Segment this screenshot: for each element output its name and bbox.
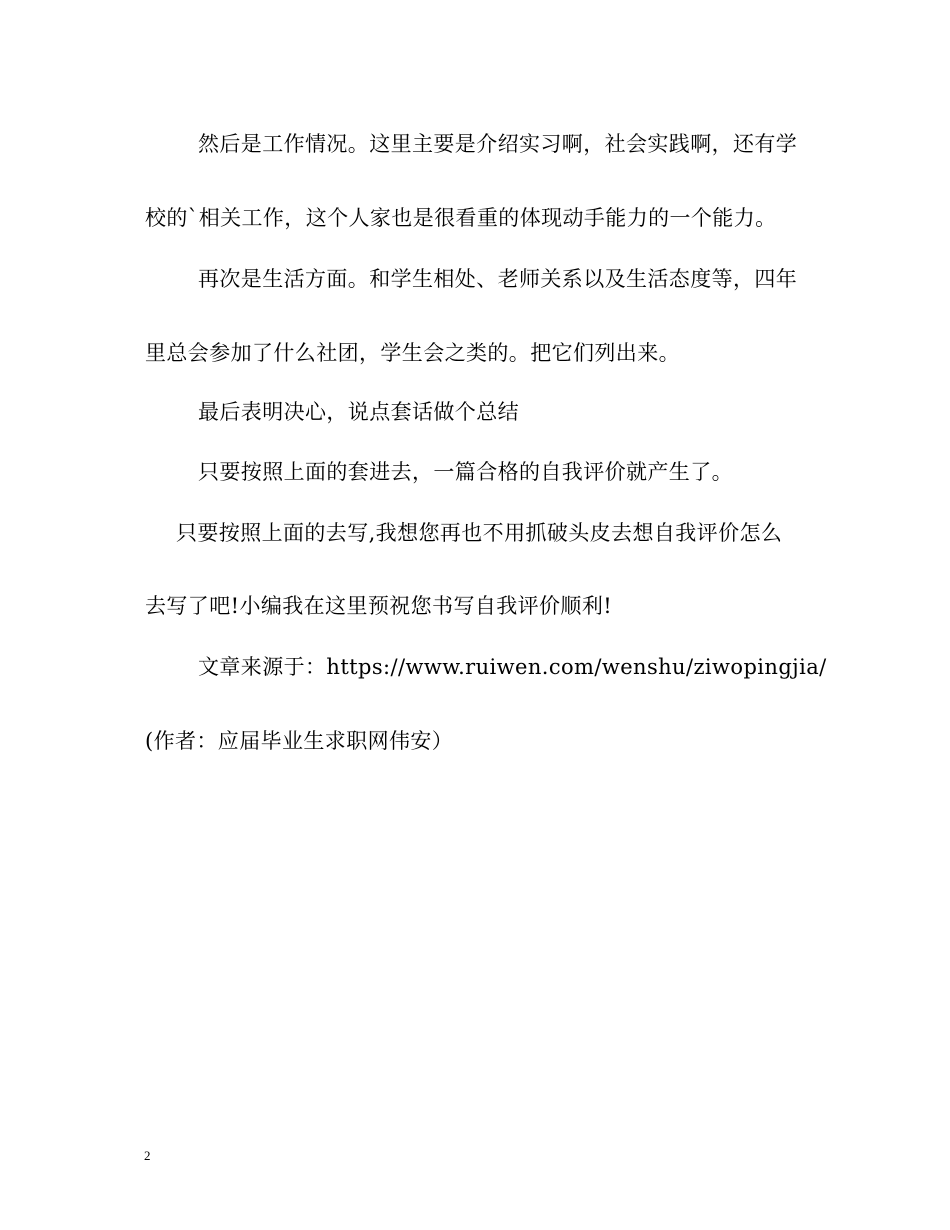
author-line: (作者：应届毕业生求职网伟安） [145,729,454,753]
paragraph-line: 然后是工作情况。这里主要是介绍实习啊，社会实践啊，还有学 [198,132,798,156]
paragraph-line: 里总会参加了什么社团，学生会之类的。把它们列出来。 [145,341,680,365]
paragraph-line: 只要按照上面的去写,我想您再也不用抓破头皮去想自我评价怎么 [176,521,783,545]
paragraph-line: 只要按照上面的套进去，一篇合格的自我评价就产生了。 [198,460,733,484]
paragraph-line: 校的`相关工作，这个人家也是很看重的体现动手能力的一个能力。 [145,206,777,230]
page-number: 2 [144,1148,151,1163]
paragraph-line: 最后表明决心，说点套话做个总结 [198,400,519,424]
paragraph-line: 去写了吧!小编我在这里预祝您书写自我评价顺利! [145,594,613,618]
source-line: 文章来源于：https://www.ruiwen.com/wenshu/ziwopingjia/ [198,655,827,679]
paragraph-line: 再次是生活方面。和学生相处、老师关系以及生活态度等，四年 [198,267,798,291]
